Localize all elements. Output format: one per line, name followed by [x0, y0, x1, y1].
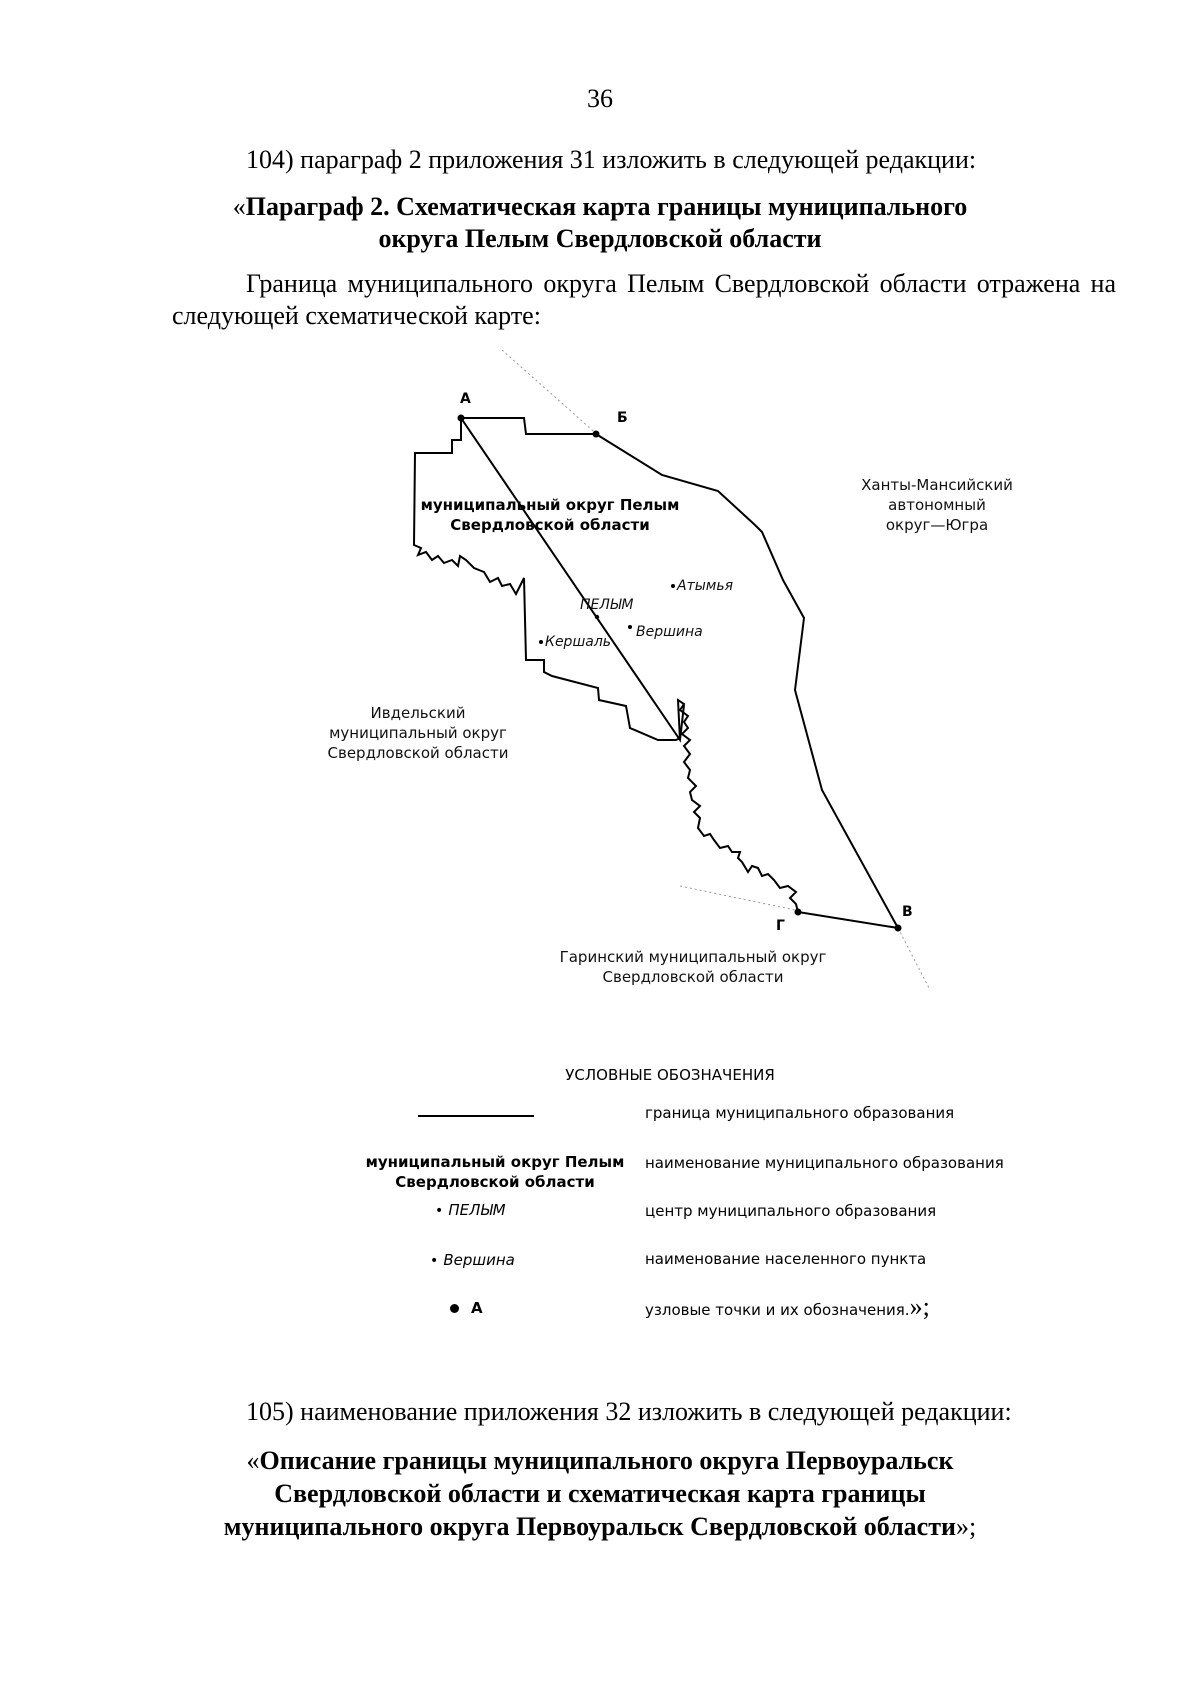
- legend-name-example-line1: муниципальный округ Пелым: [365, 1153, 625, 1171]
- legend-settlement-example: [430, 1250, 515, 1269]
- node-v-marker: [895, 925, 902, 932]
- node-g-marker: [795, 909, 802, 916]
- legend-settlement-dot: •: [430, 1253, 439, 1269]
- close-quote-105: »;: [955, 1512, 977, 1541]
- node-a-label: А: [460, 391, 471, 407]
- legend-settlement-desc: наименование населенного пункта: [645, 1250, 927, 1268]
- heading-105-line1: Описание границы муниципального округа Первоуральск: [259, 1446, 954, 1475]
- legend-settlement-text: Вершина: [443, 1251, 515, 1269]
- neighbor-s-line1: Гаринский муниципальный округ: [559, 948, 827, 966]
- neighbor-ne-line3: округ—Югра: [885, 516, 989, 534]
- legend-boundary-line: [418, 1115, 534, 1117]
- node-v-label: В: [902, 904, 913, 920]
- heading-105-line3: муниципального округа Первоуральск Свердловской области: [223, 1512, 956, 1541]
- neighbor-ne-line2: автономный: [888, 496, 986, 514]
- district-name-line2: Свердловской области: [450, 516, 650, 534]
- legend-boundary-desc: граница муниципального образования: [645, 1104, 955, 1122]
- legend-name-example: [340, 1152, 650, 1192]
- outer-boundary-dotted-ne: [502, 350, 600, 437]
- pelym-marker: [595, 615, 599, 619]
- outer-boundary-dotted-se: [898, 928, 930, 990]
- neighbor-w-line2: муниципальный округ: [329, 724, 507, 742]
- neighbor-s-line2: Свердловской области: [602, 968, 784, 986]
- atymya-marker: [671, 584, 675, 588]
- vershina-marker: [628, 625, 632, 629]
- node-g-label: Г: [776, 918, 785, 934]
- item-104-text: 104) параграф 2 приложения 31 изложить в следующей редакции:: [246, 145, 977, 174]
- legend-center-text: ПЕЛЫМ: [448, 1201, 506, 1219]
- legend-name-example-line2: Свердловской области: [395, 1173, 595, 1191]
- open-quote: «: [232, 192, 246, 221]
- settlement-kershal: Кершаль: [545, 634, 612, 650]
- center-pelym-label: ПЕЛЫМ: [580, 597, 634, 613]
- node-b-label: Б: [617, 410, 628, 426]
- item-105-text: 105) наименование приложения 32 изложить в следующей редакции:: [246, 1397, 1012, 1426]
- legend-node-letter: А: [471, 1299, 483, 1317]
- legend-node-desc-tail: »;: [909, 1292, 930, 1321]
- legend-name-desc: наименование муниципального образования: [645, 1154, 1004, 1172]
- district-name-line1: муниципальный округ Пелым: [420, 496, 680, 514]
- heading-104-line2: округа Пелым Свердловской области: [378, 224, 822, 253]
- legend-node-desc: [645, 1292, 930, 1321]
- heading-105-line2: Свердловской области и схематическая карта границы: [274, 1479, 926, 1508]
- district-boundary-west: [414, 418, 680, 740]
- neighbor-w-line1: Ивдельский: [370, 704, 466, 722]
- heading-104: [150, 191, 1050, 255]
- neighbor-w-line3: Свердловской области: [327, 744, 509, 762]
- outer-boundary-dotted-s: [680, 886, 795, 910]
- open-quote-105: «: [246, 1446, 260, 1475]
- legend-node-dot: [450, 1304, 459, 1313]
- node-b-marker: [593, 431, 600, 438]
- page-number: 36: [587, 84, 613, 113]
- node-a-marker: [458, 415, 465, 422]
- legend-title: УСЛОВНЫЕ ОБОЗНАЧЕНИЯ: [565, 1066, 775, 1084]
- settlement-vershina: Вершина: [636, 624, 703, 640]
- paragraph-104: Граница муниципального округа Пелым Свердловской области отражена на следующей схематической карте:: [172, 269, 1116, 330]
- kershal-marker: [539, 640, 543, 644]
- heading-105: [150, 1444, 1050, 1543]
- legend-node-desc-text: узловые точки и их обозначения.: [645, 1301, 910, 1319]
- neighbor-ne-line1: Ханты-Мансийский: [861, 476, 1013, 494]
- legend-center-dot: •: [435, 1203, 444, 1219]
- settlement-atymya: Атымья: [677, 578, 734, 594]
- heading-104-line1: Параграф 2. Схематическая карта границы муниципального: [245, 192, 968, 221]
- schematic-map: [0, 350, 1200, 1010]
- legend-node-example: [450, 1298, 483, 1317]
- legend-center-example: [435, 1200, 506, 1219]
- legend-center-desc: центр муниципального образования: [645, 1202, 937, 1220]
- district-boundary: [461, 418, 898, 928]
